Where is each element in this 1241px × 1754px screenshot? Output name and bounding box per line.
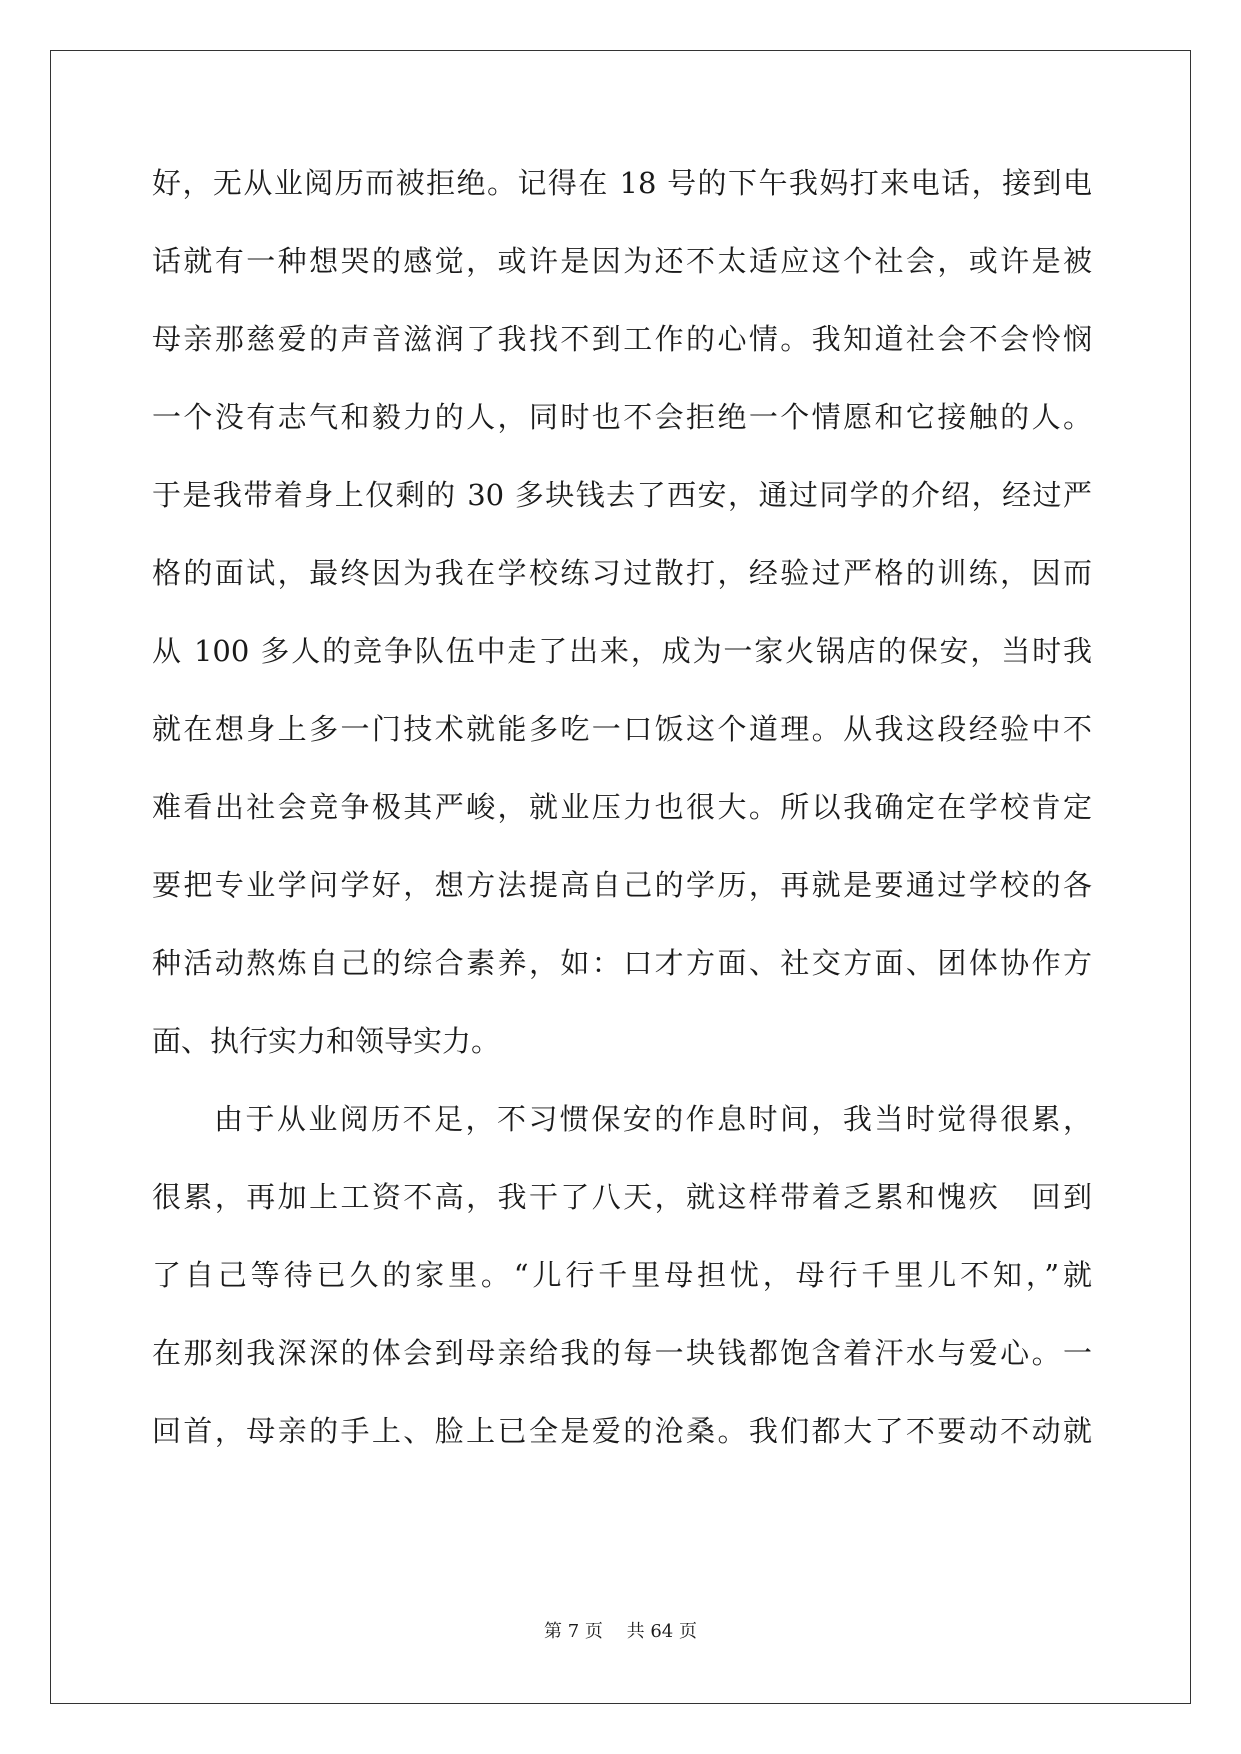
text-line: 话就有一种想哭的感觉，或许是因为还不太适应这个社会，或许是被 xyxy=(152,244,1092,278)
document-body xyxy=(152,161,1092,1487)
text-line: 种活动熬炼自己的综合素养，如：口才方面、社交方面、团体协作方 xyxy=(152,946,1092,980)
text-line: 母亲那慈爱的声音滋润了我找不到工作的心情。我知道社会不会怜悯 xyxy=(152,322,1092,356)
text-line: 格的面试，最终因为我在学校练习过散打，经验过严格的训练，因而 xyxy=(152,556,1092,590)
page-number-footer: 第 7 页 共 64 页 xyxy=(544,1621,697,1642)
text-line: 回首，母亲的手上、脸上已全是爱的沧桑。我们都大了不要动不动就 xyxy=(152,1414,1092,1448)
text-line: 了自己等待已久的家里。“儿行千里母担忧，母行千里儿不知，”就 xyxy=(152,1258,1092,1292)
text-line: 要把专业学问学好，想方法提高自己的学历，再就是要通过学校的各 xyxy=(152,868,1092,902)
text-line: 难看出社会竞争极其严峻，就业压力也很大。所以我确定在学校肯定 xyxy=(152,790,1092,824)
paragraph-end-line: 面、执行实力和领导实力。 xyxy=(152,1024,501,1058)
text-line: 一个没有志气和毅力的人，同时也不会拒绝一个情愿和它接触的人。 xyxy=(152,400,1092,434)
text-line: 于是我带着身上仅剩的 30 多块钱去了西安，通过同学的介绍，经过严 xyxy=(152,478,1092,512)
text-line: 就在想身上多一门技术就能多吃一口饭这个道理。从我这段经验中不 xyxy=(152,712,1092,746)
text-line: 在那刻我深深的体会到母亲给我的每一块钱都饱含着汗水与爱心。一 xyxy=(152,1336,1092,1370)
text-line: 好，无从业阅历而被拒绝。记得在 18 号的下午我妈打来电话，接到电 xyxy=(152,166,1092,200)
paragraph-start-line: 由于从业阅历不足，不习惯保安的作息时间，我当时觉得很累， xyxy=(214,1102,1092,1136)
text-line: 很累，再加上工资不高，我干了八天，就这样带着乏累和愧疚 回到 xyxy=(152,1180,1092,1214)
text-line: 从 100 多人的竞争队伍中走了出来，成为一家火锅店的保安，当时我 xyxy=(152,634,1092,668)
